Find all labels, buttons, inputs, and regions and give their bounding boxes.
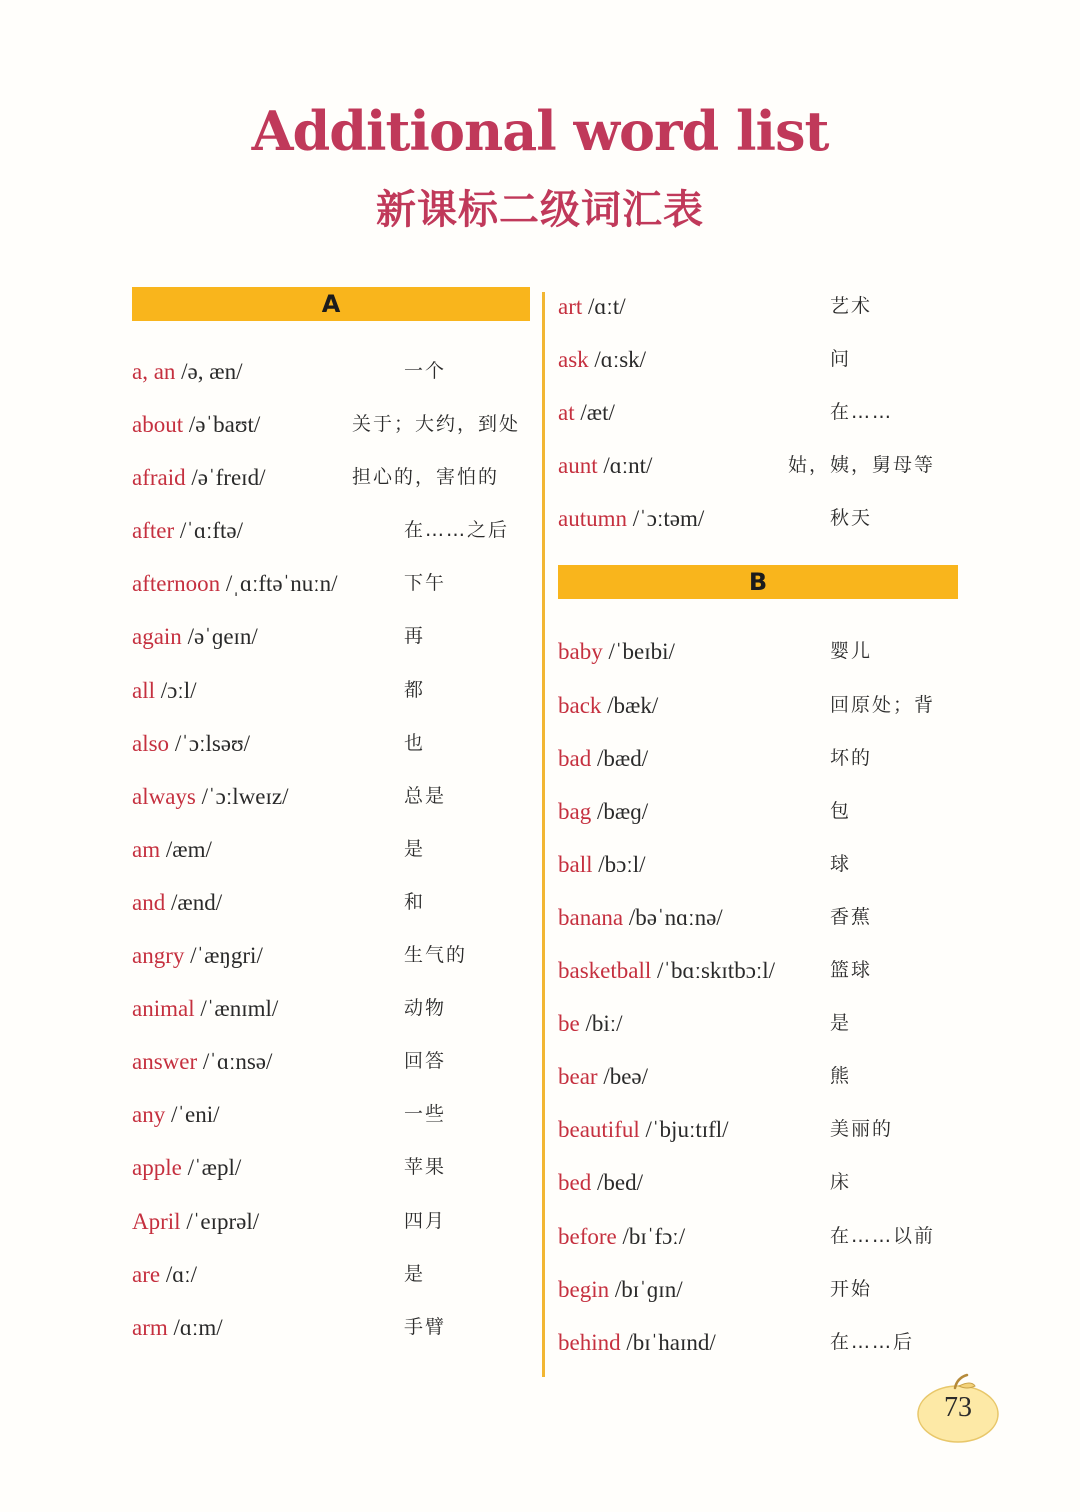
section-header-a: A — [132, 287, 530, 321]
entry-meaning: 秋天 — [830, 507, 873, 530]
page-subtitle: 新课标二级词汇表 — [376, 187, 704, 233]
entry-word: before — [558, 1223, 617, 1249]
entry-meaning: 床 — [830, 1171, 852, 1194]
entry-meaning: 也 — [404, 731, 426, 754]
entry-meaning: 香蕉 — [830, 905, 873, 928]
entry-phonetic: /ˈæpl/ — [187, 1155, 242, 1181]
entry-phonetic: /ˌɑːftəˈnuːn/ — [225, 571, 338, 597]
entry-meaning: 生气的 — [404, 944, 468, 967]
entry-meaning: 是 — [404, 1262, 426, 1285]
word-entry — [558, 944, 958, 997]
word-list-b — [558, 625, 958, 1368]
word-entry — [132, 929, 530, 982]
entry-phonetic: /ˈɔːlsəʊ/ — [174, 730, 251, 756]
entry-meaning: 和 — [404, 890, 426, 913]
entry-word: answer — [132, 1049, 198, 1075]
word-entry — [132, 451, 530, 504]
entry-meaning: 在……后 — [830, 1330, 915, 1353]
entry-phonetic: /ɑːnt/ — [603, 453, 653, 479]
entry-phonetic: /ˈeɪprəl/ — [186, 1208, 260, 1234]
entry-meaning: 关于；大约，到处 — [352, 413, 521, 436]
entry-word: be — [558, 1011, 580, 1037]
entry-meaning: 包 — [830, 799, 852, 822]
word-entry — [132, 664, 530, 717]
entry-phonetic: /æm/ — [165, 836, 212, 862]
word-entry — [558, 891, 958, 944]
entry-word: ask — [558, 347, 589, 373]
entry-phonetic: /ɑːm/ — [173, 1314, 223, 1340]
entry-meaning: 问 — [830, 348, 852, 371]
word-entry — [558, 679, 958, 732]
entry-word: are — [132, 1261, 161, 1287]
word-entry — [132, 876, 530, 929]
entry-phonetic: /bɪˈhaɪnd/ — [626, 1329, 716, 1355]
entry-phonetic: /ɑː/ — [165, 1261, 198, 1287]
word-entry — [558, 386, 958, 439]
entry-phonetic: /bəˈnɑːnə/ — [628, 904, 723, 930]
entry-word: aunt — [558, 453, 598, 479]
entry-word: and — [132, 889, 166, 915]
word-entry — [558, 492, 958, 545]
entry-word: angry — [132, 943, 185, 969]
entry-phonetic: /ˈbɑːskɪtbɔːl/ — [657, 958, 776, 984]
entry-phonetic: /ænd/ — [170, 889, 223, 915]
word-entry — [558, 280, 958, 333]
entry-word: any — [132, 1102, 166, 1128]
entry-word: autumn — [558, 506, 627, 532]
entry-word: baby — [558, 639, 603, 665]
entry-meaning: 一个 — [404, 360, 447, 382]
entry-word: bed — [558, 1170, 592, 1196]
entry-phonetic: /bæd/ — [596, 745, 649, 771]
entry-meaning: 美丽的 — [830, 1118, 894, 1141]
entry-meaning: 坏的 — [830, 746, 873, 769]
word-entry — [558, 1210, 958, 1263]
entry-meaning: 总是 — [404, 784, 447, 807]
word-entry — [132, 717, 530, 770]
entry-phonetic: /ˈbeɪbi/ — [608, 639, 675, 665]
column-divider — [542, 292, 545, 1377]
entry-phonetic: /ɑːsk/ — [594, 347, 647, 373]
word-entry — [132, 398, 530, 451]
entry-meaning: 在……以前 — [830, 1224, 936, 1247]
word-entry — [558, 1316, 958, 1369]
entry-word: bear — [558, 1064, 598, 1090]
page-number: 73 — [944, 1392, 972, 1423]
entry-meaning: 苹果 — [404, 1156, 447, 1179]
entry-word: arm — [132, 1314, 168, 1340]
entry-phonetic: /əˈɡeɪn/ — [187, 624, 258, 650]
entry-phonetic: /ˈɑːnsə/ — [202, 1049, 273, 1075]
word-entry — [132, 1088, 530, 1141]
entry-word: always — [132, 783, 196, 809]
entry-word: animal — [132, 996, 195, 1022]
word-entry — [558, 732, 958, 785]
entry-meaning: 艺术 — [830, 295, 873, 317]
word-entry — [558, 1156, 958, 1209]
word-entry — [558, 439, 958, 492]
entry-word: ball — [558, 851, 593, 877]
entry-phonetic: /əˈbaʊt/ — [188, 412, 261, 438]
word-entry — [132, 982, 530, 1035]
entry-word: art — [558, 294, 583, 319]
entry-phonetic: /æt/ — [580, 400, 615, 426]
entry-meaning: 回原处；背 — [830, 693, 936, 716]
column-left — [132, 287, 530, 1354]
entry-word: apple — [132, 1155, 182, 1181]
word-entry — [132, 1248, 530, 1301]
entry-word: again — [132, 624, 182, 650]
entry-word: bag — [558, 798, 592, 824]
word-entry — [132, 345, 530, 398]
entry-word: afternoon — [132, 571, 221, 597]
entry-phonetic: /beə/ — [603, 1064, 649, 1090]
entry-word: back — [558, 692, 602, 718]
word-entry — [132, 1141, 530, 1194]
entry-meaning: 担心的，害怕的 — [352, 466, 500, 489]
entry-meaning: 在…… — [830, 401, 894, 424]
entry-word: also — [132, 730, 170, 756]
word-entry — [132, 1195, 530, 1248]
entry-phonetic: /əˈfreɪd/ — [191, 465, 266, 491]
entry-phonetic: /biː/ — [585, 1011, 623, 1037]
entry-word: begin — [558, 1276, 610, 1302]
word-entry — [558, 838, 958, 891]
entry-word: behind — [558, 1329, 621, 1355]
entry-word: at — [558, 400, 575, 426]
entry-meaning: 回答 — [404, 1050, 447, 1073]
word-entry — [558, 785, 958, 838]
word-entry — [132, 557, 530, 610]
entry-phonetic: /bed/ — [596, 1170, 643, 1196]
entry-meaning: 姑，姨，舅母等 — [788, 454, 936, 477]
entry-meaning: 球 — [830, 852, 852, 875]
entry-word: all — [132, 677, 155, 703]
entry-phonetic: /ɔːl/ — [160, 677, 197, 703]
word-entry — [132, 610, 530, 663]
entry-phonetic: /ˈeni/ — [170, 1102, 220, 1128]
entry-phonetic: /bæk/ — [607, 692, 659, 718]
entry-phonetic: /ˈæŋgri/ — [190, 943, 263, 969]
entry-phonetic: /ˈbjuːtɪfl/ — [645, 1117, 729, 1143]
entry-word: am — [132, 836, 161, 862]
entry-meaning: 四月 — [404, 1209, 447, 1232]
entry-phonetic: /bɪˈfɔː/ — [622, 1223, 686, 1249]
section-header-b: B — [558, 565, 958, 599]
entry-meaning: 是 — [830, 1012, 852, 1035]
entry-meaning: 婴儿 — [830, 640, 873, 663]
entry-meaning: 一些 — [404, 1103, 447, 1126]
entry-meaning: 动物 — [404, 997, 447, 1020]
word-entry — [558, 1263, 958, 1316]
entry-word: afraid — [132, 465, 186, 491]
word-entry — [132, 770, 530, 823]
entry-phonetic: /ˈɔːlweɪz/ — [201, 783, 289, 809]
entry-word: bad — [558, 745, 592, 771]
entry-word: a, an — [132, 359, 176, 384]
word-list-a — [132, 345, 530, 1354]
entry-word: beautiful — [558, 1117, 640, 1143]
entry-meaning: 下午 — [404, 572, 447, 595]
entry-word: basketball — [558, 958, 652, 984]
word-entry — [558, 1050, 958, 1103]
entry-phonetic: /ˈænɪml/ — [200, 996, 279, 1022]
entry-meaning: 再 — [404, 625, 426, 648]
entry-meaning: 是 — [404, 837, 426, 860]
entry-phonetic: /bɪˈɡɪn/ — [614, 1276, 683, 1302]
entry-meaning: 在……之后 — [404, 519, 510, 542]
entry-phonetic: /bɔːl/ — [598, 851, 646, 877]
entry-meaning: 开始 — [830, 1277, 873, 1300]
entry-phonetic: /ɑːt/ — [588, 294, 626, 319]
word-list-a-continued — [558, 280, 958, 545]
page-title: Additional word list — [251, 99, 829, 163]
entry-meaning: 手臂 — [404, 1315, 447, 1338]
entry-meaning: 都 — [404, 678, 426, 701]
entry-meaning: 熊 — [830, 1065, 852, 1088]
word-entry — [132, 823, 530, 876]
word-entry — [132, 1301, 530, 1354]
word-entry — [558, 333, 958, 386]
entry-phonetic: /ə, æn/ — [181, 359, 243, 384]
word-entry — [558, 1103, 958, 1156]
word-entry — [558, 997, 958, 1050]
entry-word: banana — [558, 904, 624, 930]
entry-word: after — [132, 518, 175, 544]
column-right — [558, 280, 958, 1369]
entry-phonetic: /bæɡ/ — [596, 798, 649, 824]
entry-phonetic: /ˈɔːtəm/ — [632, 506, 705, 532]
entry-word: about — [132, 412, 184, 438]
entry-phonetic: /ˈɑːftə/ — [179, 518, 244, 544]
entry-meaning: 篮球 — [830, 959, 873, 982]
word-entry — [132, 504, 530, 557]
entry-word: April — [132, 1208, 181, 1234]
word-entry — [558, 625, 958, 678]
word-entry — [132, 1035, 530, 1088]
